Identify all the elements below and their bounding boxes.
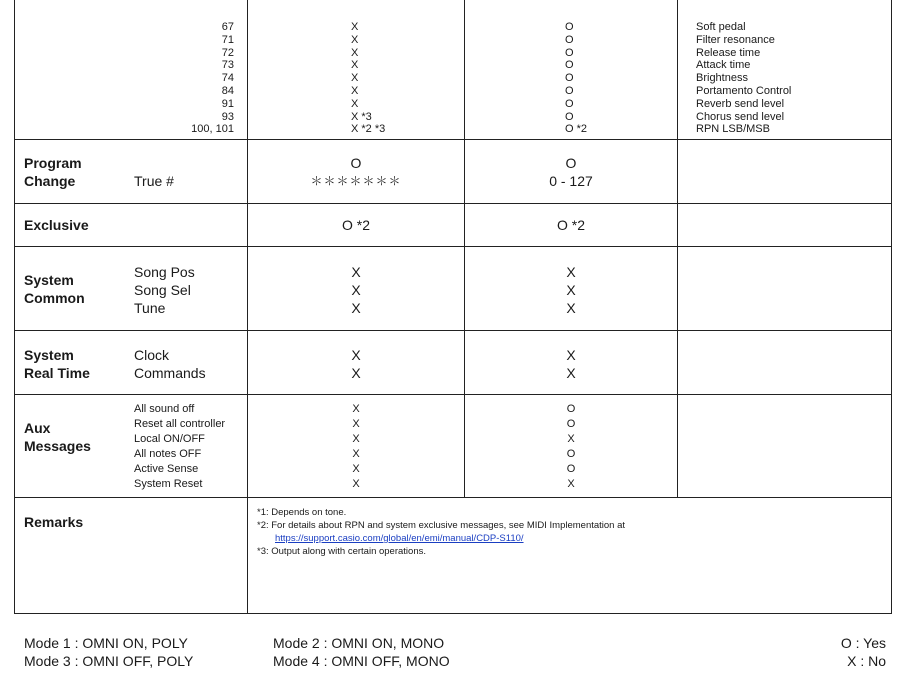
controller-number: 93 <box>221 110 234 123</box>
transmitted-value: X <box>351 46 359 59</box>
remark-note-3: *3: Output along with certain operations. <box>257 546 426 557</box>
row-divider <box>14 394 892 395</box>
program-change-transmitted: O ＊＊＊＊＊＊＊ <box>310 155 402 188</box>
controller-transmitted <box>351 21 385 136</box>
system-realtime-items: Clock Commands <box>134 347 206 381</box>
row-divider <box>14 203 892 204</box>
legend-yes: O : Yes <box>840 635 886 651</box>
remark-note-1: *1: Depends on tone. <box>257 507 347 518</box>
controller-remark: RPN LSB/MSB <box>696 123 770 136</box>
symbol-legend <box>841 634 886 670</box>
controller-number: 73 <box>221 59 234 72</box>
row-divider <box>14 246 892 247</box>
mode-4: Mode 4 : OMNI OFF, MONO <box>273 653 450 669</box>
system-realtime-recognized: X X <box>566 347 576 381</box>
controller-number: 67 <box>221 21 234 33</box>
recognized-value: O <box>565 46 574 59</box>
mode-3: Mode 3 : OMNI OFF, POLY <box>24 653 194 669</box>
exclusive-recognized: O *2 <box>556 217 585 233</box>
remarks-label: Remarks <box>24 514 84 530</box>
midi-implementation-chart <box>14 0 892 614</box>
transmitted-value: X <box>351 72 359 85</box>
aux-messages-label: Aux Messages <box>24 420 91 454</box>
border-right <box>891 0 892 614</box>
controller-number: 74 <box>221 72 234 85</box>
controller-remark: Soft pedal <box>696 21 746 33</box>
controller-recognized <box>565 21 587 136</box>
remark-note-2: *2: For details about RPN and system exclusive messages, see MIDI Implementation at <box>257 520 626 531</box>
exclusive-label: Exclusive <box>24 217 89 233</box>
recognized-value: O *2 <box>565 123 588 136</box>
mode-1: Mode 1 : OMNI ON, POLY <box>24 635 188 651</box>
exclusive-transmitted: O *2 <box>341 217 370 233</box>
controller-numbers <box>154 21 234 136</box>
recognized-value: O <box>565 84 574 97</box>
aux-messages-recognized: O O X O O X <box>566 403 576 490</box>
controller-remark: Portamento Control <box>696 84 792 97</box>
system-realtime-transmitted: X X <box>351 347 361 381</box>
program-change-recognized: O 0 - 127 <box>549 155 593 189</box>
aux-messages-transmitted: X X X X X X <box>352 403 360 490</box>
controller-remark: Brightness <box>696 72 748 85</box>
system-common-transmitted: X X X <box>351 264 361 316</box>
legend-no: X : No <box>847 653 886 669</box>
controller-remark: Chorus send level <box>696 110 785 123</box>
row-divider <box>14 139 892 140</box>
transmitted-value: X *2 *3 <box>351 123 386 136</box>
transmitted-value: X <box>351 84 359 97</box>
aux-messages-items: All sound off Reset all controller Local ON/OFF All notes OFF Active Sense System Reset <box>134 403 226 490</box>
transmitted-value: X <box>351 59 359 72</box>
controller-number: 91 <box>221 97 234 110</box>
mode-legend-left <box>24 634 193 670</box>
border-recognized-divider <box>677 0 678 497</box>
mode-legend-middle <box>273 634 450 670</box>
border-left <box>14 0 15 614</box>
recognized-value: O <box>565 21 574 33</box>
support-link[interactable]: https://support.casio.com/global/en/emi/manual/CDP-S110/ <box>275 533 524 544</box>
recognized-value: O <box>565 59 574 72</box>
mode-2: Mode 2 : OMNI ON, MONO <box>273 635 445 651</box>
remarks-notes <box>257 506 877 558</box>
controller-remark: Release time <box>696 46 761 59</box>
controller-remark: Filter resonance <box>696 33 775 46</box>
system-common-recognized: X X X <box>566 264 576 316</box>
recognized-value: O <box>565 97 574 110</box>
program-change-label: Program Change <box>24 155 82 189</box>
system-common-items: Song Pos Song Sel Tune <box>134 264 195 316</box>
system-common-label: System Common <box>24 272 85 306</box>
row-divider <box>14 497 892 498</box>
transmitted-value: X <box>351 21 359 33</box>
transmitted-value: X <box>351 33 359 46</box>
controller-number: 72 <box>221 46 234 59</box>
transmitted-value: X <box>351 97 359 110</box>
program-change-sub-label: True # <box>134 173 174 189</box>
system-realtime-label: System Real Time <box>24 347 90 381</box>
controller-remarks <box>696 21 791 136</box>
recognized-value: O <box>565 33 574 46</box>
controller-number: 84 <box>221 84 234 97</box>
controller-remark: Attack time <box>696 59 751 72</box>
border-bottom <box>14 613 892 614</box>
controller-remark: Reverb send level <box>696 97 785 110</box>
controller-number: 71 <box>221 33 234 46</box>
transmitted-value: X *3 <box>351 110 372 123</box>
recognized-value: O <box>565 110 574 123</box>
row-divider <box>14 330 892 331</box>
recognized-value: O <box>565 72 574 85</box>
controller-number: 100, 101 <box>191 123 234 136</box>
